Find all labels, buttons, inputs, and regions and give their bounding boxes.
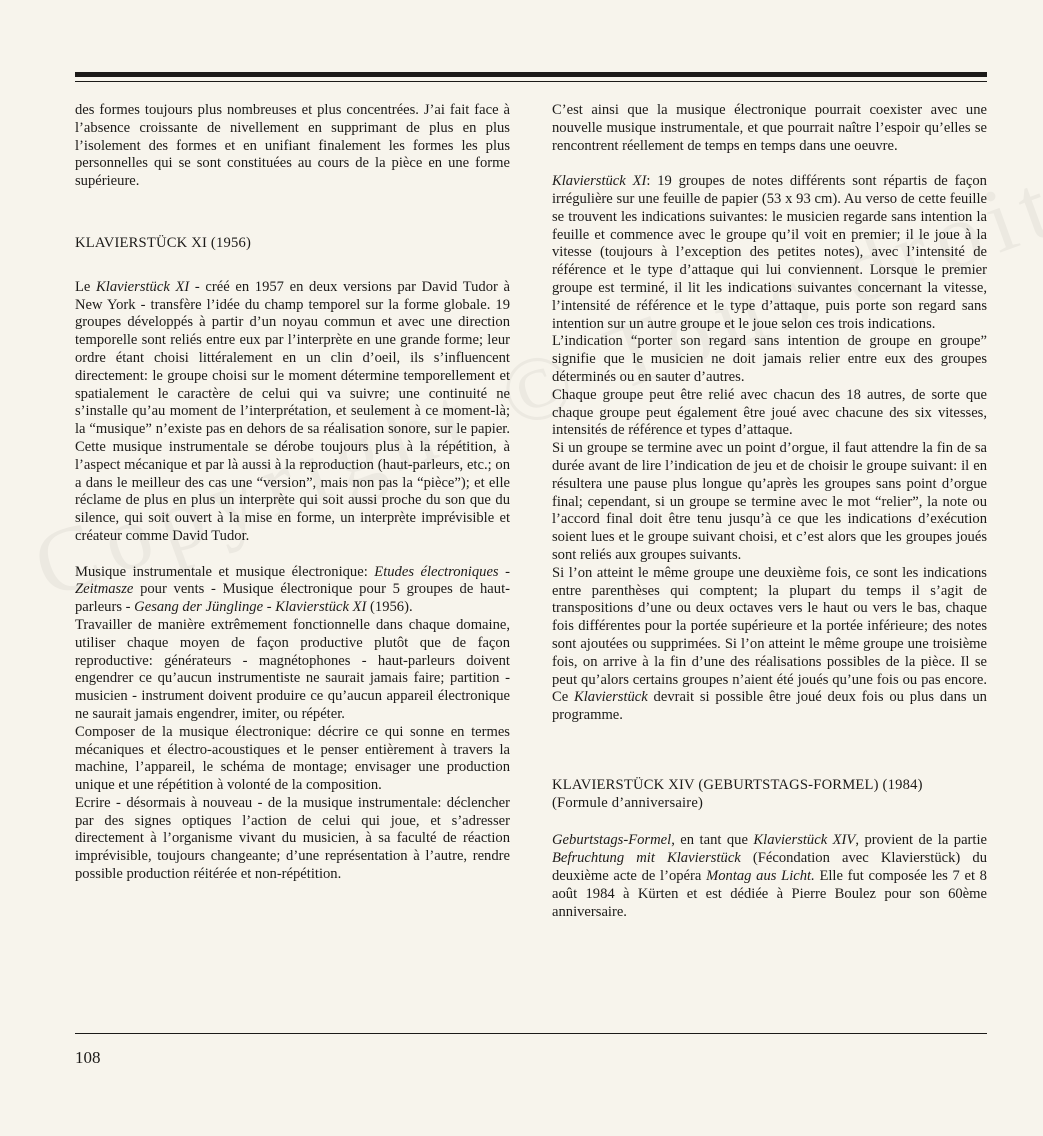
heading-subtitle: (Formule d’anniversaire) [552, 794, 704, 811]
work-title: Klavierstück XIV [753, 832, 856, 849]
paragraph-ecrire: Ecrire - désormais à nouveau - de la musique instrumentale: déclencher par des signes optiques l’action de celui qui joue, et s’adresser directement à l’organisme vivant du musicien, à sa faculté de réaction imprévisible, toujours changeante; d’une représentation à l’autre, rendre possible production réitérée et non-répétition. [75, 794, 510, 883]
paragraph-chaque-groupe: Chaque groupe peut être relié avec chacun des 18 autres, de sorte que chaque groupe peut également être joué avec chacune des six vitesses, intensités de référence et types d’attaque. [552, 386, 987, 439]
bottom-rule [75, 1033, 987, 1034]
paragraph-klavierstuck-xi-description [552, 173, 987, 333]
text-run: Si l’on atteint le même groupe une deuxième fois, ce sont les indications entre parenthèses qui comptent; la plupart du temps il s’agit de transpositions d’une ou deux octaves vers le haut ou vers le bas, chaque fois différentes pour la portée supérieure et la portée inférieure; des notes sont ajoutées ou supprimées. Si l’on atteint le même groupe une troisième fois, on arrive à la fin d’une des réalisations possibles de la pièce. Il se peut qu’alors certains groupes n’aient été joués qu’une fois ou pas encore. Ce [552, 564, 987, 706]
work-title: Etudes électroniques - Zeitmasze [75, 563, 510, 598]
heading-klavierstuck-xi: KLAVIERSTÜCK XI (1956) [75, 234, 252, 251]
text-run: (Fécondation avec Klavierstück) du deuxième acte de l’opéra [552, 850, 987, 885]
work-title: Geburtstags-Formel [552, 832, 672, 849]
work-title: Montag aus Licht. [706, 868, 815, 885]
paragraph-intro: des formes toujours plus nombreuses et plus concentrées. J’ai fait face à l’absence croissante de nivellement en supprimant de plus en plus l’isolement des formes et en unifiant finalement les formes les plus personnelles qui se sont constituées au cours de la pièce en une forme supérieure. [75, 102, 510, 190]
text-run: Le [75, 278, 97, 295]
paragraph-deuxieme-fois [552, 565, 987, 725]
paragraph-coexist: C’est ainsi que la musique électronique pourrait coexister avec une nouvelle musique instrumentale, et que pourrait naître l’espoir qu’elles se rencontrent réellement de temps en temps dans une oeuvre. [552, 102, 987, 154]
work-title: Gesang der Jünglinge - Klavierstück XI [134, 599, 367, 616]
left-column [75, 102, 510, 884]
text-run: Musique instrumentale et musique électronique: [75, 563, 375, 580]
work-title: Klavierstück XI [96, 278, 190, 295]
top-rule-thin [75, 81, 987, 82]
text-run: , provient de la partie [855, 832, 987, 849]
work-title: Klavierstück XI [552, 173, 647, 190]
paragraph-point-orgue: Si un groupe se termine avec un point d’orgue, il faut attendre la fin de sa durée avant de lire l’indication de jeu et de choisir le groupe suivant: il en résultera une pause plus longue qu’après les groupes sans point d’orgue final; cependant, si un groupe se termine avec le mot “relier”, la note ou l’accord final doit être tenu jusqu’à ce que les indications d’exécution soient lues et le groupe suivant choisi, et c’est alors que les groupes joués sont reliés aux groupes suivants. [552, 440, 987, 563]
top-rule-thick [75, 72, 987, 77]
paragraph-instrumental-electronic [75, 564, 510, 617]
text-run: pour vents - Musique électronique pour 5 groupes de haut-parleurs - [75, 581, 510, 616]
work-title: Klavierstück [574, 689, 648, 706]
paragraph-composer: Composer de la musique électronique: décrire ce qui sonne en termes mécaniques et électro-acoustiques et le penser entièrement à travers la machine, l’appareil, le schéma de montage; envisager une production unique et une répétition à volonté de la composition. [75, 723, 510, 794]
text-run: (1956). [366, 599, 413, 616]
text-run: devrait si possible être joué deux fois ou plus dans un programme. [552, 689, 987, 724]
paragraph-klavierstuck-xi [75, 279, 510, 546]
text-run: : 19 groupes de notes différents sont répartis de façon irrégulière sur une feuille de papier (53 x 93 cm). Au verso de cette feuille se trouvent les indications suivantes: le musicien regarde sans intention la feuille et commence avec le groupe qu’il voit en premier; il le joue à la vitesse (toujours à l’exception des petites notes), avec l’intensité de référence et le type d’attaque qui lui conviennent. Lorsque le premier groupe est terminé, il lit les indications suivantes concernant la vitesse, l’intensité de référence et le type d’attaque, puis porte son regard sans intention sur un autre groupe et le joue selon ces trois indications. [552, 173, 987, 332]
page-number: 108 [75, 1048, 101, 1067]
heading-klavierstuck-xiv [552, 777, 987, 813]
text-run: , en tant que [671, 832, 754, 849]
right-column [552, 102, 987, 921]
text-run: - créé en 1957 en deux versions par David Tudor à New York - transfère l’idée du champ temporel sur la forme globale. 19 groupes développés à partir d’un noyau commun et avec une direction temporelle sont reliés entre eux par l’interprète en une grande forme; leur ordre étant choisi littéralement en un clin d’oeil, ils s’influencent directement: le groupe choisi sur le moment détermine temporellement et spatialement le caractère de celui qui va suivre; une continuité ne s’installe qu’au moment de l’interprétation, et seulement à ce moment-là; la “musique” n’existe pas en dehors de sa réalisation sonore, sur le papier. Cette musique instrumentale se dérobe toujours plus à la répétition, à l’aspect mécanique et par là aussi à la reproduction (haut-parleurs, etc.; on a dans le meilleur des cas une “version”, mais non pas la “pièce”); et elle réclame de plus en plus un interprète qui soit aussi proche du son que du silence, qui soit ouvert à la mise en forme, un interprète imprévisible et créateur comme David Tudor. [75, 278, 510, 544]
paragraph-travailler: Travailler de manière extrêmement fonctionnelle dans chaque domaine, utiliser chaque moyen de façon productive plutôt que de façon reproductive: générateurs - magnétophones - haut-parleurs doivent engendrer ce qu’aucun instrumentiste ne saurait jamais faire; partition - musicien - instrument doivent produire ce qu’aucun appareil électronique ne saurait jamais engendrer, imiter, ou répéter. [75, 616, 510, 722]
heading-line: KLAVIERSTÜCK XIV (GEBURTSTAGS-FORMEL) (1984) [552, 776, 923, 793]
text-run: Elle fut composée les 7 et 8 août 1984 à Kürten et est dédiée à Pierre Boulez pour son 60ème anniversaire. [552, 868, 987, 920]
paragraph-indication: L’indication “porter son regard sans intention de groupe en groupe” signifie que le musicien ne doit jamais relier entre eux des groupes déterminés ou en sauter d’autres. [552, 333, 987, 385]
paragraph-geburtstags-formel [552, 832, 987, 921]
work-title: Befruchtung mit Klavierstück [552, 850, 741, 867]
